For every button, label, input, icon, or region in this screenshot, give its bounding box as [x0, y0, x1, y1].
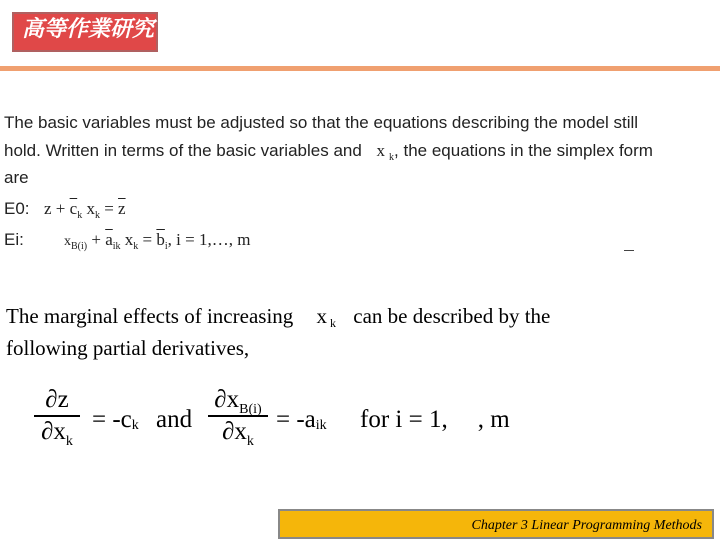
stray-dash-mark: [624, 250, 634, 251]
para1-var: x $_k$: [376, 141, 395, 163]
para1-line2b: , the equations in the simplex form: [394, 141, 653, 160]
footer-bar: [278, 509, 714, 539]
para1-line2: [4, 141, 653, 161]
para1-line3: are: [4, 168, 29, 187]
for-range: for i = 1, , m: [360, 406, 510, 433]
para2-line2: following partial derivatives,: [6, 336, 250, 360]
deriv-eq1: = -ck: [92, 406, 139, 433]
para2-var: x k: [316, 304, 337, 330]
footer-chapter-text: Chapter 3 Linear Programming Methods: [471, 518, 702, 533]
fraction-dxb-dxk: $\partial x_{B(i)}$ $\partial x_k$: [208, 386, 268, 446]
para1-line2a: hold. Written in terms of the basic variables and: [4, 141, 362, 160]
deriv-eq2: = -aik: [276, 406, 327, 433]
header-divider: [0, 66, 720, 71]
fraction-dz-dxk: ∂z $\partial x_k$: [34, 386, 80, 446]
e0-equation: $z + \overline{c}_k$ $x_k = \overline{z}$: [44, 199, 126, 221]
header-title: 高等作業研究: [22, 16, 155, 42]
para1-line1: The basic variables must be adjusted so that the equations describing the model still: [4, 113, 639, 132]
ei-equation: $x_{B(i)} + \overline{a}_{ik}$ $x_k = \overline{b}_i$, i = 1,…, m: [64, 230, 251, 252]
e0-label: E0:: [4, 199, 30, 218]
and-text: and: [156, 406, 193, 433]
para2-a: The marginal effects of increasing: [6, 304, 294, 328]
para2: [6, 302, 686, 363]
para2-b: can be described by the: [353, 304, 551, 328]
ei-label: Ei:: [4, 230, 24, 249]
